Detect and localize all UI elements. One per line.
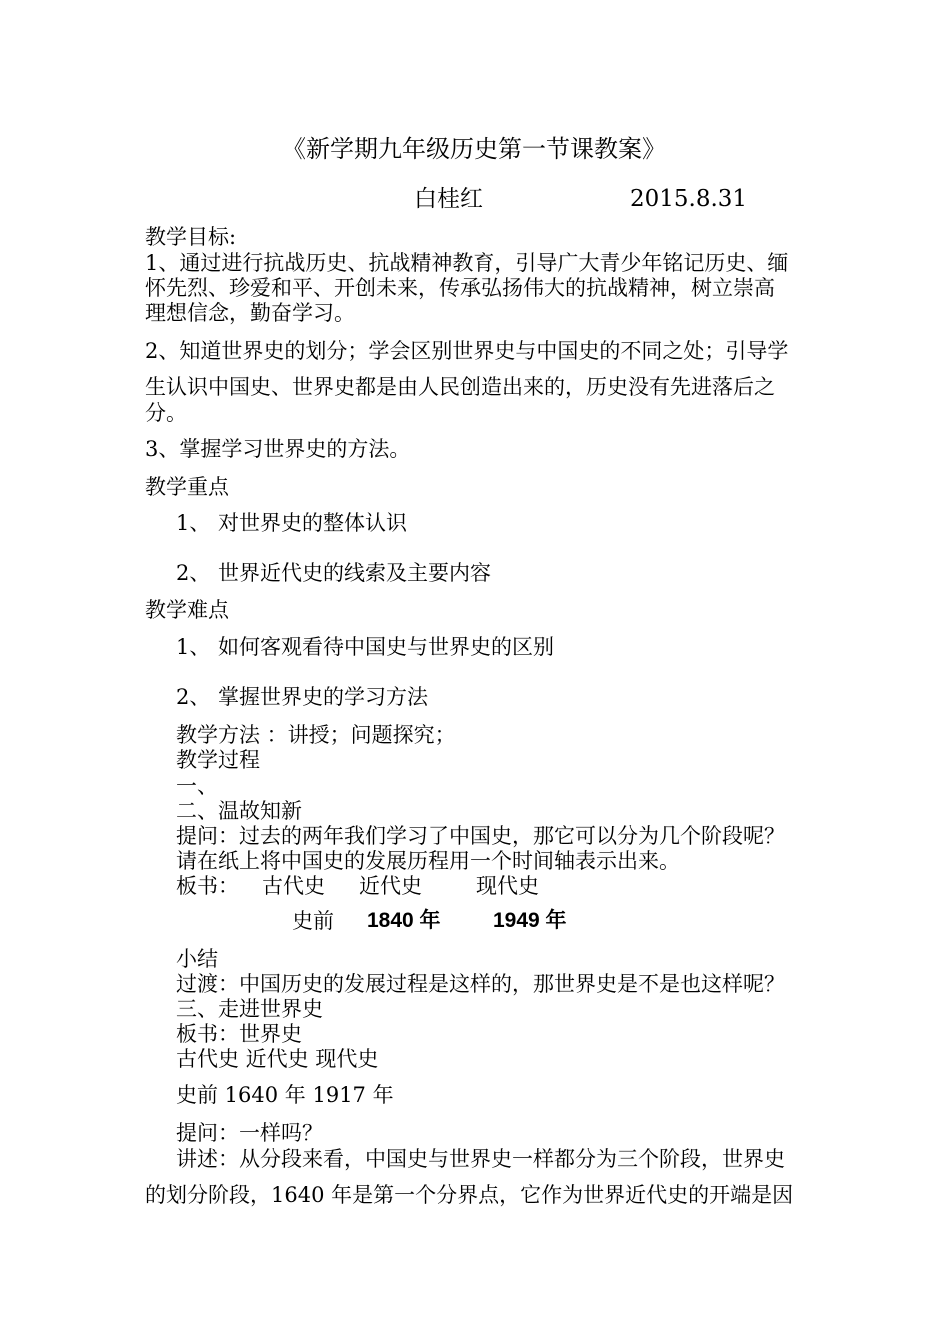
difficulties-heading: 教学难点 [145,598,229,622]
process-step-two: 二、温故知新 [176,799,302,823]
difficulty-number: 2、 [176,685,211,709]
process-step-one: 一、 [176,774,218,798]
world-periods: 古代史 近代史 现代史 [176,1047,379,1071]
narration-line: 的划分阶段，1640 年是第一个分界点，它作为世界近代史的开端是因 [145,1183,794,1207]
world-marks: 史前 1640 年 1917 年 [176,1083,394,1107]
objective1-line: 1、通过进行抗战历史、抗战精神教育，引导广大青少年铭记历史、缅 [145,251,789,275]
china-mark-1949: 1949 年 [493,909,567,932]
china-period-ancient: 古代史 [262,874,325,898]
objectives-heading: 教学目标: [145,225,237,249]
difficulty-text: 掌握世界史的学习方法 [218,685,428,709]
objective1-line: 理想信念，勤奋学习。 [145,301,355,325]
key-point-text: 对世界史的整体认识 [218,511,407,535]
key-point-number: 2、 [176,561,211,585]
key-point-number: 1、 [176,511,211,535]
timeline-instruction: 请在纸上将中国史的发展历程用一个时间轴表示出来。 [176,849,680,873]
document-title: 《新学期九年级历史第一节课教案》 [282,135,666,163]
objective1-line: 怀先烈、珍爱和平、开创未来，传承弘扬伟大的抗战精神，树立崇高 [145,276,775,300]
objective3: 3、掌握学习世界史的方法。 [145,437,411,461]
china-mark-prehistory: 史前 [292,909,334,933]
process-step-three: 三、走进世界史 [176,997,323,1021]
summary-label: 小结 [176,947,218,971]
china-period-modern: 近代史 [359,874,422,898]
objective2-line: 生认识中国史、世界史都是由人民创造出来的，历史没有先进落后之 [145,375,775,399]
narration-line: 讲述：从分段来看，中国史与世界史一样都分为三个阶段，世界史 [176,1147,785,1171]
china-mark-1840: 1840 年 [367,909,441,932]
teaching-methods: 教学方法 ：讲授；问题探究； [176,723,456,747]
author-name: 白桂红 [414,186,483,212]
board-label: 板书： [176,874,239,898]
difficulty-number: 1、 [176,635,211,659]
question-one: 提问：过去的两年我们学习了中国史，那它可以分为几个阶段呢？ [176,824,785,848]
key-points-heading: 教学重点 [145,475,229,499]
difficulty-text: 如何客观看待中国史与世界史的区别 [218,635,554,659]
key-point-text: 世界近代史的线索及主要内容 [218,561,491,585]
transition-text: 过渡：中国历史的发展过程是这样的，那世界史是不是也这样呢？ [176,972,785,996]
objective2-line: 2、知道世界史的划分；学会区别世界史与中国史的不同之处；引导学 [145,339,789,363]
board2-title: 板书：世界史 [176,1022,302,1046]
document-date: 2015.8.31 [630,186,748,212]
objective2-line: 分。 [145,401,187,425]
process-heading: 教学过程 [176,748,260,772]
question-two: 提问：一样吗？ [176,1121,323,1145]
china-period-contemporary: 现代史 [476,874,539,898]
